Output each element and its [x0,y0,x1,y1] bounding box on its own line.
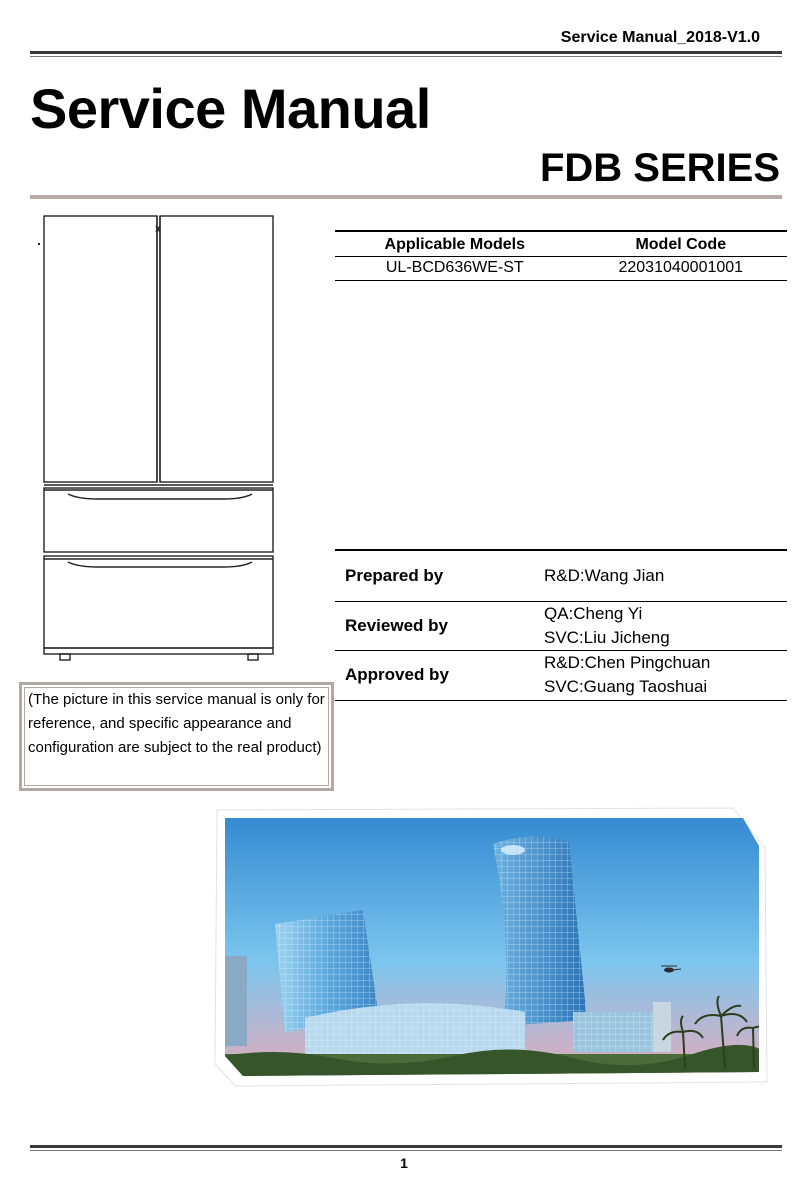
refrigerator-illustration [38,210,282,670]
page-number: 1 [400,1155,408,1171]
table-row [335,257,787,281]
page-title: Service Manual [30,77,431,140]
lower-drawer [44,556,273,648]
model-name: UL-BCD636WE-ST [335,257,575,281]
approved-value-rd: R&D:Chen Pingchuan [544,653,711,672]
disclaimer-note: (The picture in this service manual is only for reference, and specific appearance and configuration are subject to the real product) [19,682,334,791]
models-table [335,230,787,281]
approved-value-svc: SVC:Guang Taoshuai [544,677,708,696]
prepared-label: Prepared by [335,550,544,601]
reviewed-label: Reviewed by [335,601,544,650]
footer-rule-thin [30,1150,782,1151]
table-row [335,601,787,650]
series-rule [30,195,782,199]
table-row [335,650,787,700]
reviewed-value-qa: QA:Cheng Yi [544,603,643,623]
approved-label: Approved by [335,650,544,700]
left-door [44,216,157,482]
right-door [160,216,273,482]
footer-rule-thick [30,1145,782,1148]
model-code: 22031040001001 [575,257,787,281]
models-header-applicable: Applicable Models [335,231,575,257]
models-header-code: Model Code [575,231,787,257]
reviewed-value-svc: SVC:Liu Jicheng [544,627,670,647]
headquarters-photo [213,806,771,1090]
series-title: FDB SERIES [539,146,780,190]
table-row [335,550,787,601]
header-version: Service Manual_2018-V1.0 [560,29,760,46]
header-rule-thin [30,56,782,57]
header-rule-thick [30,51,782,54]
prepared-value: R&D:Wang Jian [544,565,665,585]
approvals-table [335,549,787,701]
